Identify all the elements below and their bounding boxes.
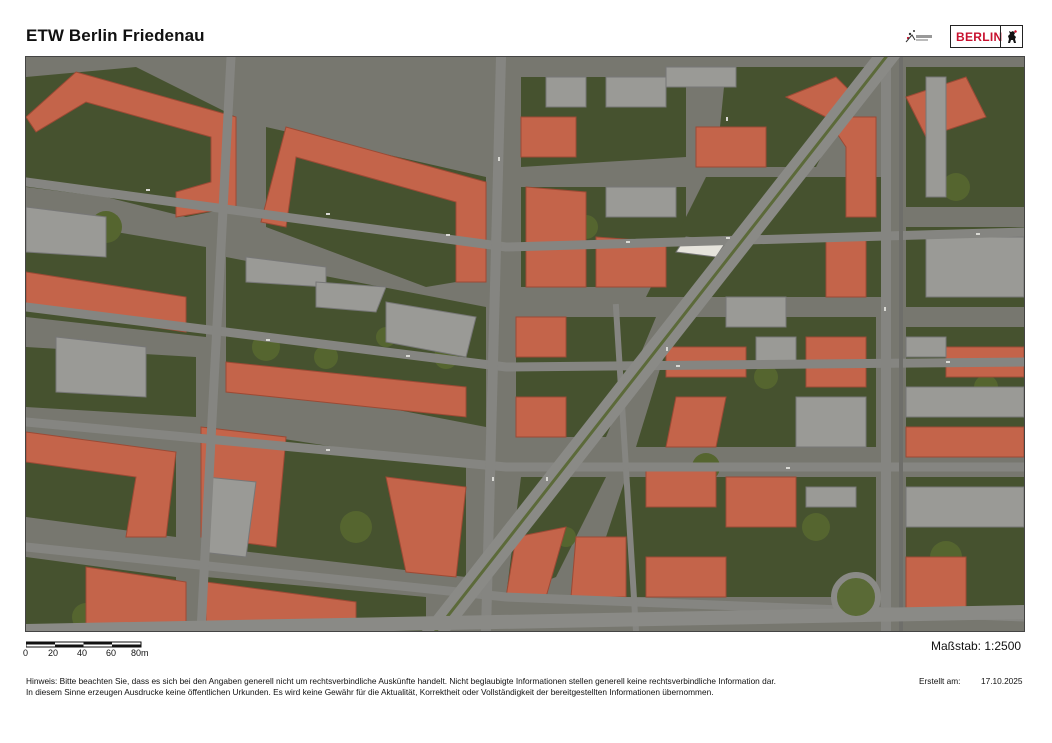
berlin-logo	[950, 25, 1023, 48]
small-partner-logo-icon	[902, 26, 936, 48]
scale-tick-20: 20	[48, 648, 59, 658]
aerial-map[interactable]	[25, 56, 1025, 632]
scale-tick-40: 40	[77, 648, 88, 658]
aerial-image	[26, 57, 1024, 631]
disclaimer-line-2: In diesem Sinne erzeugen Ausdrucke keine öffentlichen Urkunden. Es wird keine Gewähr für die Aktualität, Korrektheit oder Vollständigkeit der bereitgestellten Informationen übernommen.	[26, 687, 714, 697]
created-date: 17.10.2025	[981, 676, 1023, 686]
disclaimer	[26, 676, 906, 698]
scale-tick-60: 60	[106, 648, 117, 658]
berlin-logo-text: BERLIN	[956, 29, 1003, 44]
disclaimer-line-1: Hinweis: Bitte beachten Sie, dass es sich bei den Angaben generell nicht um rechtsverbindliche Auskünfte handelt. Nicht beglaubigte Informationen stellen generell keine rechtsverbindliche Information dar.	[26, 676, 776, 686]
map-title: ETW Berlin Friedenau	[26, 26, 205, 45]
scale-tick-80m: 80m	[131, 648, 149, 658]
created-label: Erstellt am:	[919, 676, 961, 686]
scale-ratio: Maßstab: 1:2500	[931, 639, 1022, 653]
berlin-bear-icon	[1000, 26, 1022, 47]
scale-tick-0: 0	[23, 648, 29, 658]
